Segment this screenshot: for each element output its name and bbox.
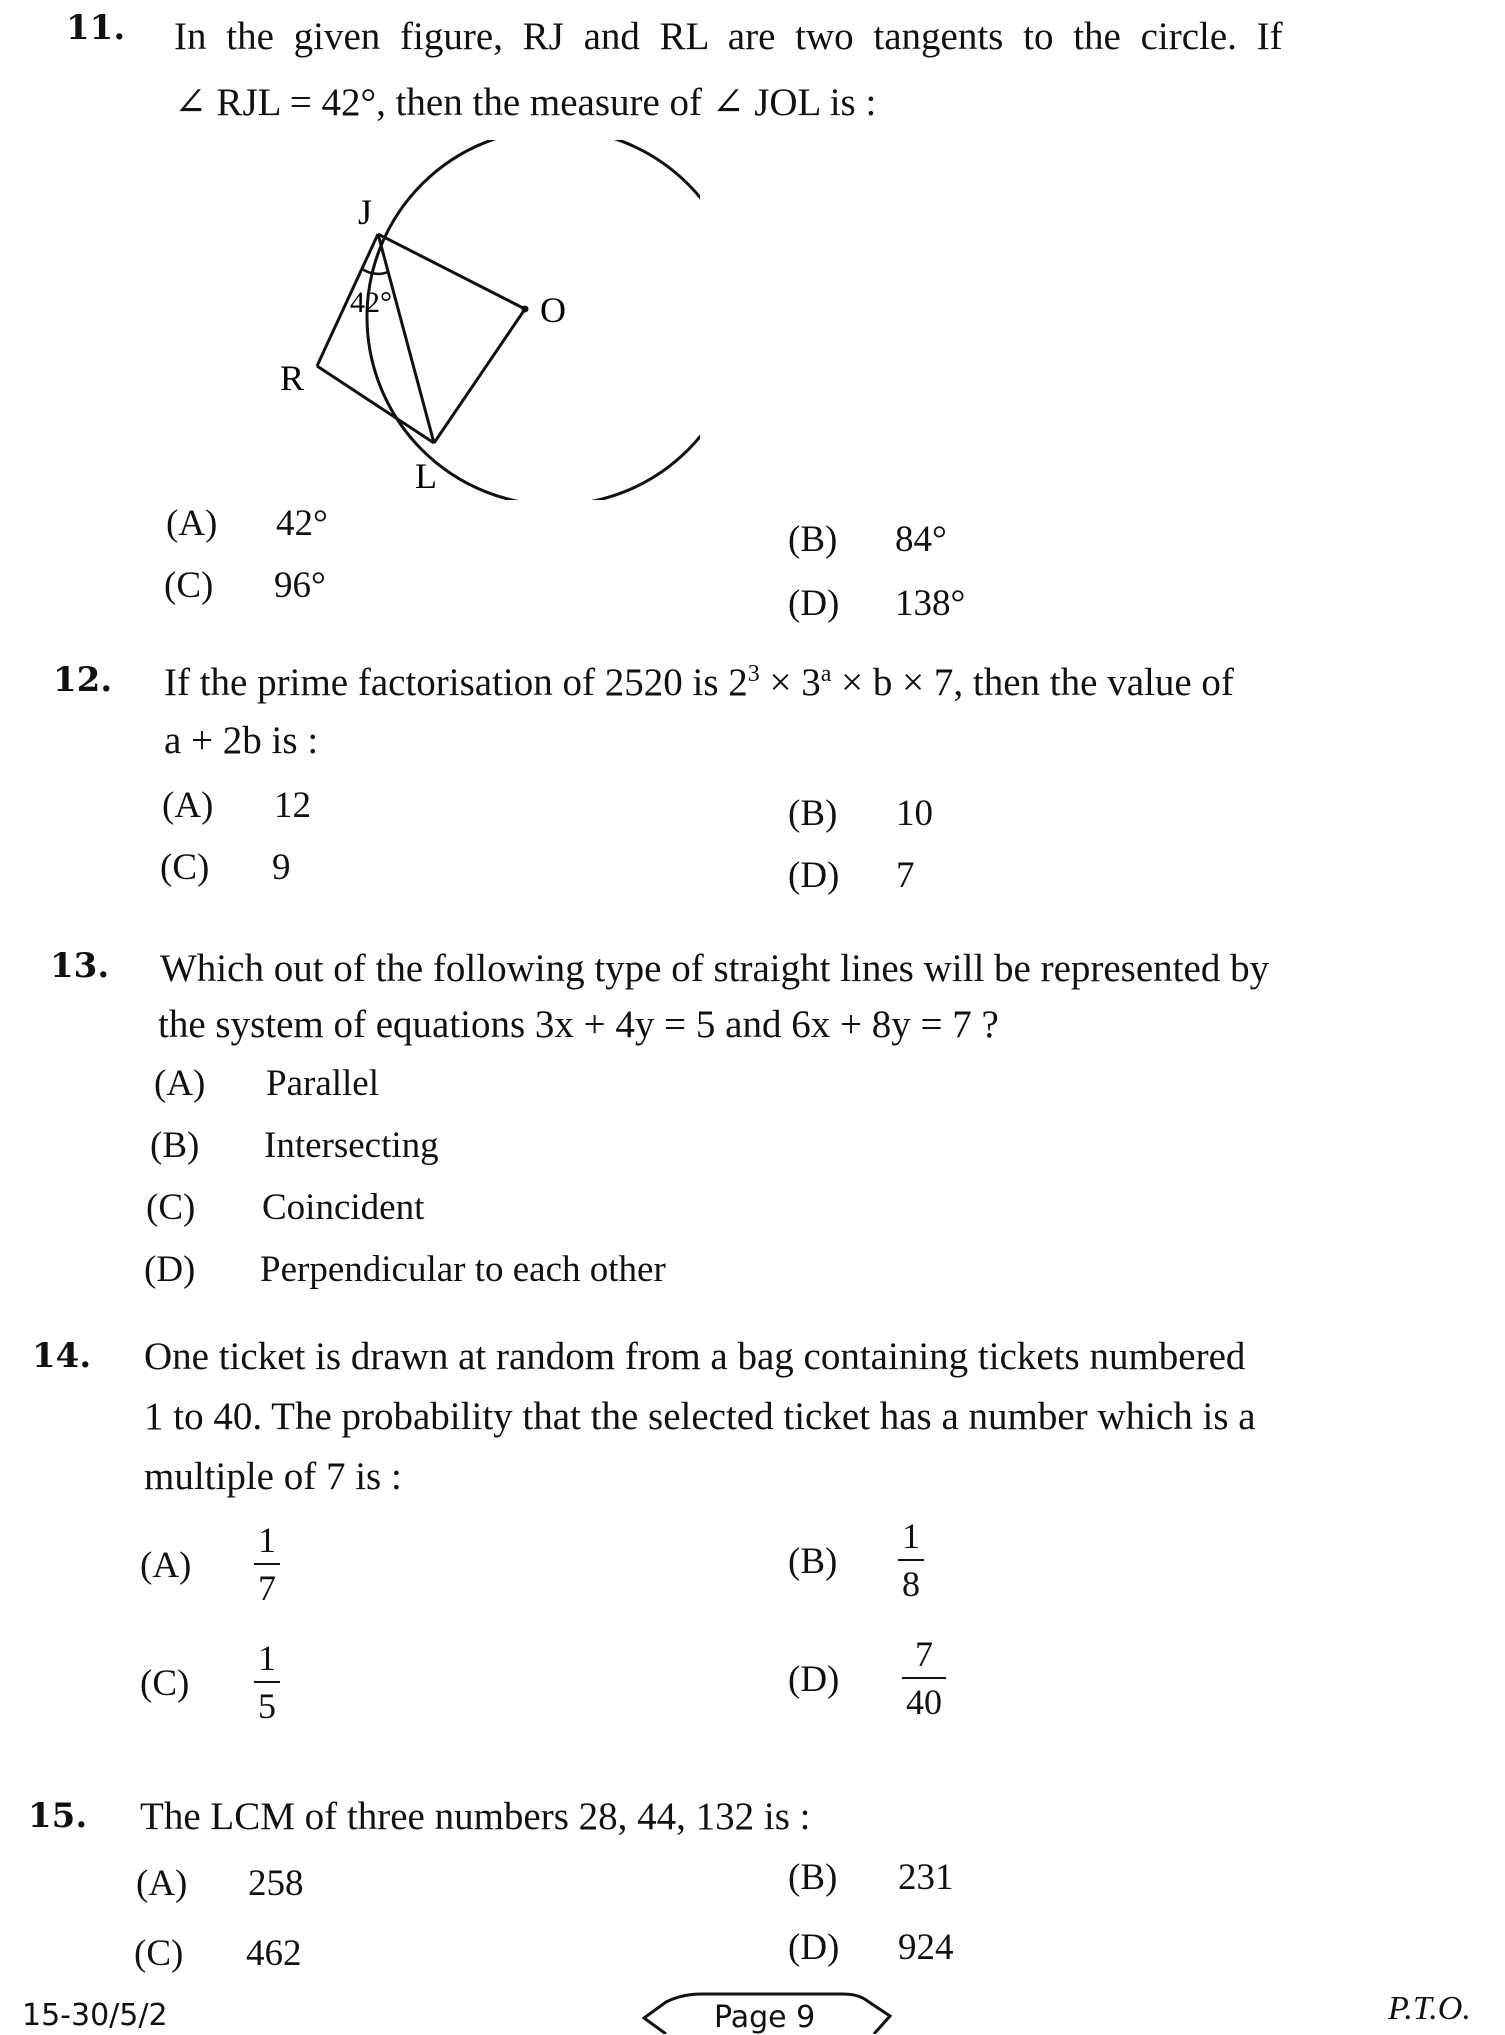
q14-option-c-fraction xyxy=(254,1638,280,1726)
radius-oj xyxy=(378,234,525,309)
q14-number: 14. xyxy=(32,1336,92,1376)
q12-option-a-value: 12 xyxy=(274,785,311,826)
q13-option-d-label: (D) xyxy=(144,1249,196,1290)
q15-option-c-value: 462 xyxy=(246,1933,302,1974)
q15-option-a-label: (A) xyxy=(136,1863,188,1904)
q12-option-b-value: 10 xyxy=(896,793,933,834)
label-l: L xyxy=(415,456,437,496)
q12-option-b-label: (B) xyxy=(788,793,838,834)
q14-stem-line2: 1 to 40. The probability that the selected ticket has a number which is a xyxy=(144,1395,1256,1438)
q11-stem-line2: ∠ RJL = 42°, then the measure of ∠ JOL is : xyxy=(174,81,877,124)
q11-option-b-value: 84° xyxy=(895,519,947,560)
tangent-circle-figure xyxy=(260,140,700,500)
q14-stem-line1: One ticket is drawn at random from a bag containing tickets numbered xyxy=(144,1335,1246,1378)
denominator: 40 xyxy=(906,1682,942,1722)
q15-option-d-value: 924 xyxy=(898,1927,954,1968)
q13-option-b-label: (B) xyxy=(150,1125,200,1166)
q12-stem-line2: a + 2b is : xyxy=(164,719,319,762)
q12-option-c-label: (C) xyxy=(160,847,210,888)
q15-option-d-label: (D) xyxy=(788,1927,840,1968)
q12-stem-line1: If the prime factorisation of 2520 is $2^3 \times 3^a \times b \times 7$, then the value of xyxy=(164,661,1234,704)
q12-option-d-label: (D) xyxy=(788,855,840,896)
q14-option-b-label: (B) xyxy=(788,1541,838,1582)
q12-option-d-value: 7 xyxy=(896,855,915,896)
q13-option-d-value: Perpendicular to each other xyxy=(260,1249,666,1290)
q11-option-c-label: (C) xyxy=(164,565,214,606)
label-o: O xyxy=(540,290,566,330)
q11-option-d-value: 138° xyxy=(895,583,966,624)
q14-option-c-label: (C) xyxy=(140,1663,190,1704)
denominator: 5 xyxy=(258,1686,276,1726)
q11-option-a-value: 42° xyxy=(276,503,328,544)
q13-stem-line1: Which out of the following type of straight lines will be represented by xyxy=(160,947,1270,990)
q12-option-c-value: 9 xyxy=(272,847,291,888)
page-number: Page 9 xyxy=(714,2000,816,2035)
q13-option-a-value: Parallel xyxy=(266,1063,380,1104)
q14-option-a-fraction xyxy=(254,1520,280,1608)
label-j: J xyxy=(358,192,373,232)
denominator: 8 xyxy=(902,1564,920,1604)
q12-number: 12. xyxy=(53,660,113,700)
q13-stem-line2: the system of equations 3x + 4y = 5 and 6x + 8y = 7 ? xyxy=(158,1003,999,1046)
q13-option-a-label: (A) xyxy=(154,1063,206,1104)
numerator: 7 xyxy=(915,1634,933,1674)
q13-number: 13. xyxy=(50,946,110,986)
q11-option-c-value: 96° xyxy=(274,565,326,606)
q15-option-a-value: 258 xyxy=(248,1863,304,1904)
q12-option-a-label: (A) xyxy=(162,785,214,826)
q15-option-c-label: (C) xyxy=(134,1933,184,1974)
label-r: R xyxy=(280,358,305,398)
angle-arc xyxy=(362,269,388,274)
q13-option-c-value: Coincident xyxy=(262,1187,425,1228)
q14-option-d-fraction xyxy=(902,1634,946,1722)
numerator: 1 xyxy=(902,1516,920,1556)
numerator: 1 xyxy=(258,1520,276,1560)
q15-number: 15. xyxy=(28,1796,88,1836)
q14-stem-line3: multiple of 7 is : xyxy=(144,1455,402,1498)
q14-option-b-fraction xyxy=(898,1516,924,1604)
q11-option-d-label: (D) xyxy=(788,583,840,624)
q15-stem-line1: The LCM of three numbers 28, 44, 132 is : xyxy=(140,1795,811,1838)
center-point xyxy=(522,306,529,313)
q11-stem-line1: In the given figure, RJ and RL are two tangents to the circle. If xyxy=(174,15,1283,58)
radius-ol xyxy=(434,309,525,443)
q13-option-b-value: Intersecting xyxy=(264,1125,439,1166)
q11-option-b-label: (B) xyxy=(788,519,838,560)
numerator: 1 xyxy=(258,1638,276,1678)
q15-option-b-value: 231 xyxy=(898,1857,954,1898)
denominator: 7 xyxy=(258,1568,276,1608)
q14-option-d-label: (D) xyxy=(788,1659,840,1700)
q11-number: 11. xyxy=(66,8,126,48)
q15-option-b-label: (B) xyxy=(788,1857,838,1898)
pto-label: P.T.O. xyxy=(1388,1990,1471,2027)
q11-option-a-label: (A) xyxy=(166,503,218,544)
angle-label: 42° xyxy=(350,286,392,319)
page-indicator xyxy=(642,1990,892,2034)
q13-option-c-label: (C) xyxy=(146,1187,196,1228)
paper-code: 15-30/5/2 xyxy=(22,1998,168,2033)
circle-outline xyxy=(367,140,700,500)
q14-option-a-label: (A) xyxy=(140,1545,192,1586)
